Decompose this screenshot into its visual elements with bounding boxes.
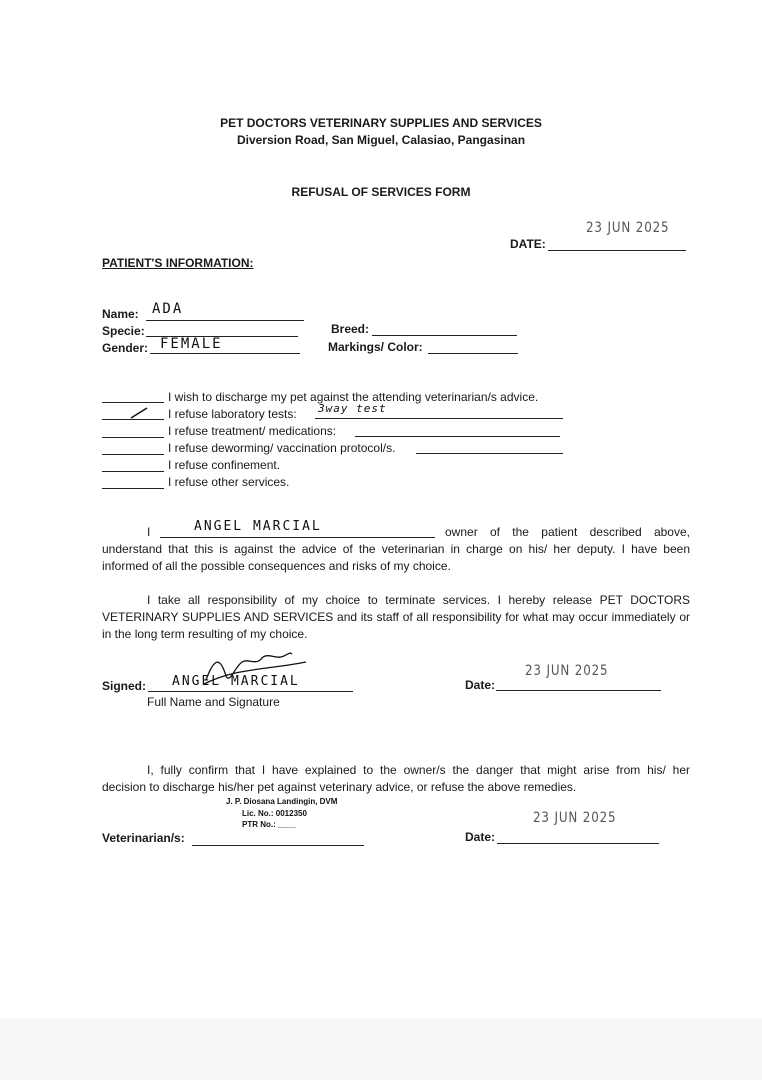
option-detail-line[interactable] [416, 453, 563, 454]
owner-prefix: I [147, 525, 151, 539]
owner-name[interactable]: ANGEL MARCIAL [194, 519, 322, 534]
option-text: I wish to discharge my pet against the attending veterinarian/s advice. [168, 390, 539, 404]
signed-date-stamp: 23 JUN 2025 [525, 663, 609, 679]
vet-stamp-license: Lic. No.: 0012350 [242, 809, 307, 818]
signed-date-label: Date: [465, 678, 496, 692]
veterinarian-label: Veterinarian/s: [102, 831, 185, 845]
vet-date-stamp: 23 JUN 2025 [533, 810, 617, 826]
option-text: I refuse other services. [168, 475, 290, 489]
name-label: Name: [102, 307, 139, 321]
option-blank[interactable] [102, 471, 164, 472]
owner-line3: informed of all the possible consequences and risks of my choice. [102, 559, 451, 573]
breed-label: Breed: [331, 322, 370, 336]
breed-line [372, 335, 517, 336]
specie-label: Specie: [102, 324, 145, 338]
signed-label: Signed: [102, 679, 146, 693]
company-name: PET DOCTORS VETERINARY SUPPLIES AND SERVICES [220, 116, 542, 130]
date-line-top[interactable] [548, 250, 686, 251]
vet-date-line[interactable] [497, 843, 659, 844]
vet-stamp-name: J. P. Diosana Landingin, DVM [226, 797, 338, 806]
owner-line2: understand that this is against the advice of the veterinarian in charge on his/ her deputy. I have been [102, 542, 690, 556]
markings-label: Markings/ Color: [328, 340, 423, 354]
option-blank[interactable] [102, 402, 164, 403]
responsibility-line1: I take all responsibility of my choice to terminate services. I hereby release PET DOCTORS [147, 593, 690, 607]
date-stamp-top: 23 JUN 2025 [586, 220, 670, 236]
option-blank[interactable] [102, 437, 164, 438]
option-text: I refuse confinement. [168, 458, 281, 472]
markings-line [428, 353, 518, 354]
option-text: I refuse deworming/ vaccination protocol/s. [168, 441, 396, 455]
gender-line [150, 353, 300, 354]
option-text: I refuse treatment/ medications: [168, 424, 337, 438]
gender-value[interactable]: FEMALE [160, 336, 223, 352]
signature-caption: Full Name and Signature [147, 695, 280, 709]
option-detail-line [355, 436, 560, 437]
responsibility-line3: in the long term resulting of my choice. [102, 627, 308, 641]
responsibility-line2: VETERINARY SUPPLIES AND SERVICES and its staff of all responsibility for what may occur immediately or [102, 610, 690, 624]
checkmark-icon [128, 404, 150, 420]
owner-line1-suffix: owner of the patient described above, [445, 525, 690, 539]
name-value[interactable]: ADA [152, 301, 184, 317]
option-detail[interactable]: 3way test [318, 402, 387, 415]
option-detail-line [315, 418, 563, 419]
vet-stamp-ptr: PTR No.: ____ [242, 820, 296, 829]
signed-date-line[interactable] [496, 690, 661, 691]
form-title: REFUSAL OF SERVICES FORM [291, 185, 471, 199]
name-line [146, 320, 304, 321]
vet-confirm-line2: decision to discharge his/her pet against veterinary advice, or refuse the above remedies. [102, 780, 577, 794]
option-blank[interactable] [102, 488, 164, 489]
date-label-top: DATE: [510, 237, 546, 251]
option-text: I refuse laboratory tests: [168, 407, 297, 421]
veterinarian-line[interactable] [192, 845, 364, 846]
signature-line [148, 691, 353, 692]
patient-section-title: PATIENT'S INFORMATION: [102, 256, 254, 270]
scan-bottom-edge [0, 1018, 762, 1080]
signature-name[interactable]: ANGEL MARCIAL [172, 674, 300, 689]
option-blank[interactable] [102, 454, 164, 455]
company-address: Diversion Road, San Miguel, Calasiao, Pangasinan [236, 133, 526, 147]
vet-confirm-line1: I, fully confirm that I have explained to the owner/s the danger that might arise from his/ her [147, 763, 690, 777]
vet-date-label: Date: [465, 830, 496, 844]
owner-name-line [160, 537, 435, 538]
gender-label: Gender: [102, 341, 149, 355]
